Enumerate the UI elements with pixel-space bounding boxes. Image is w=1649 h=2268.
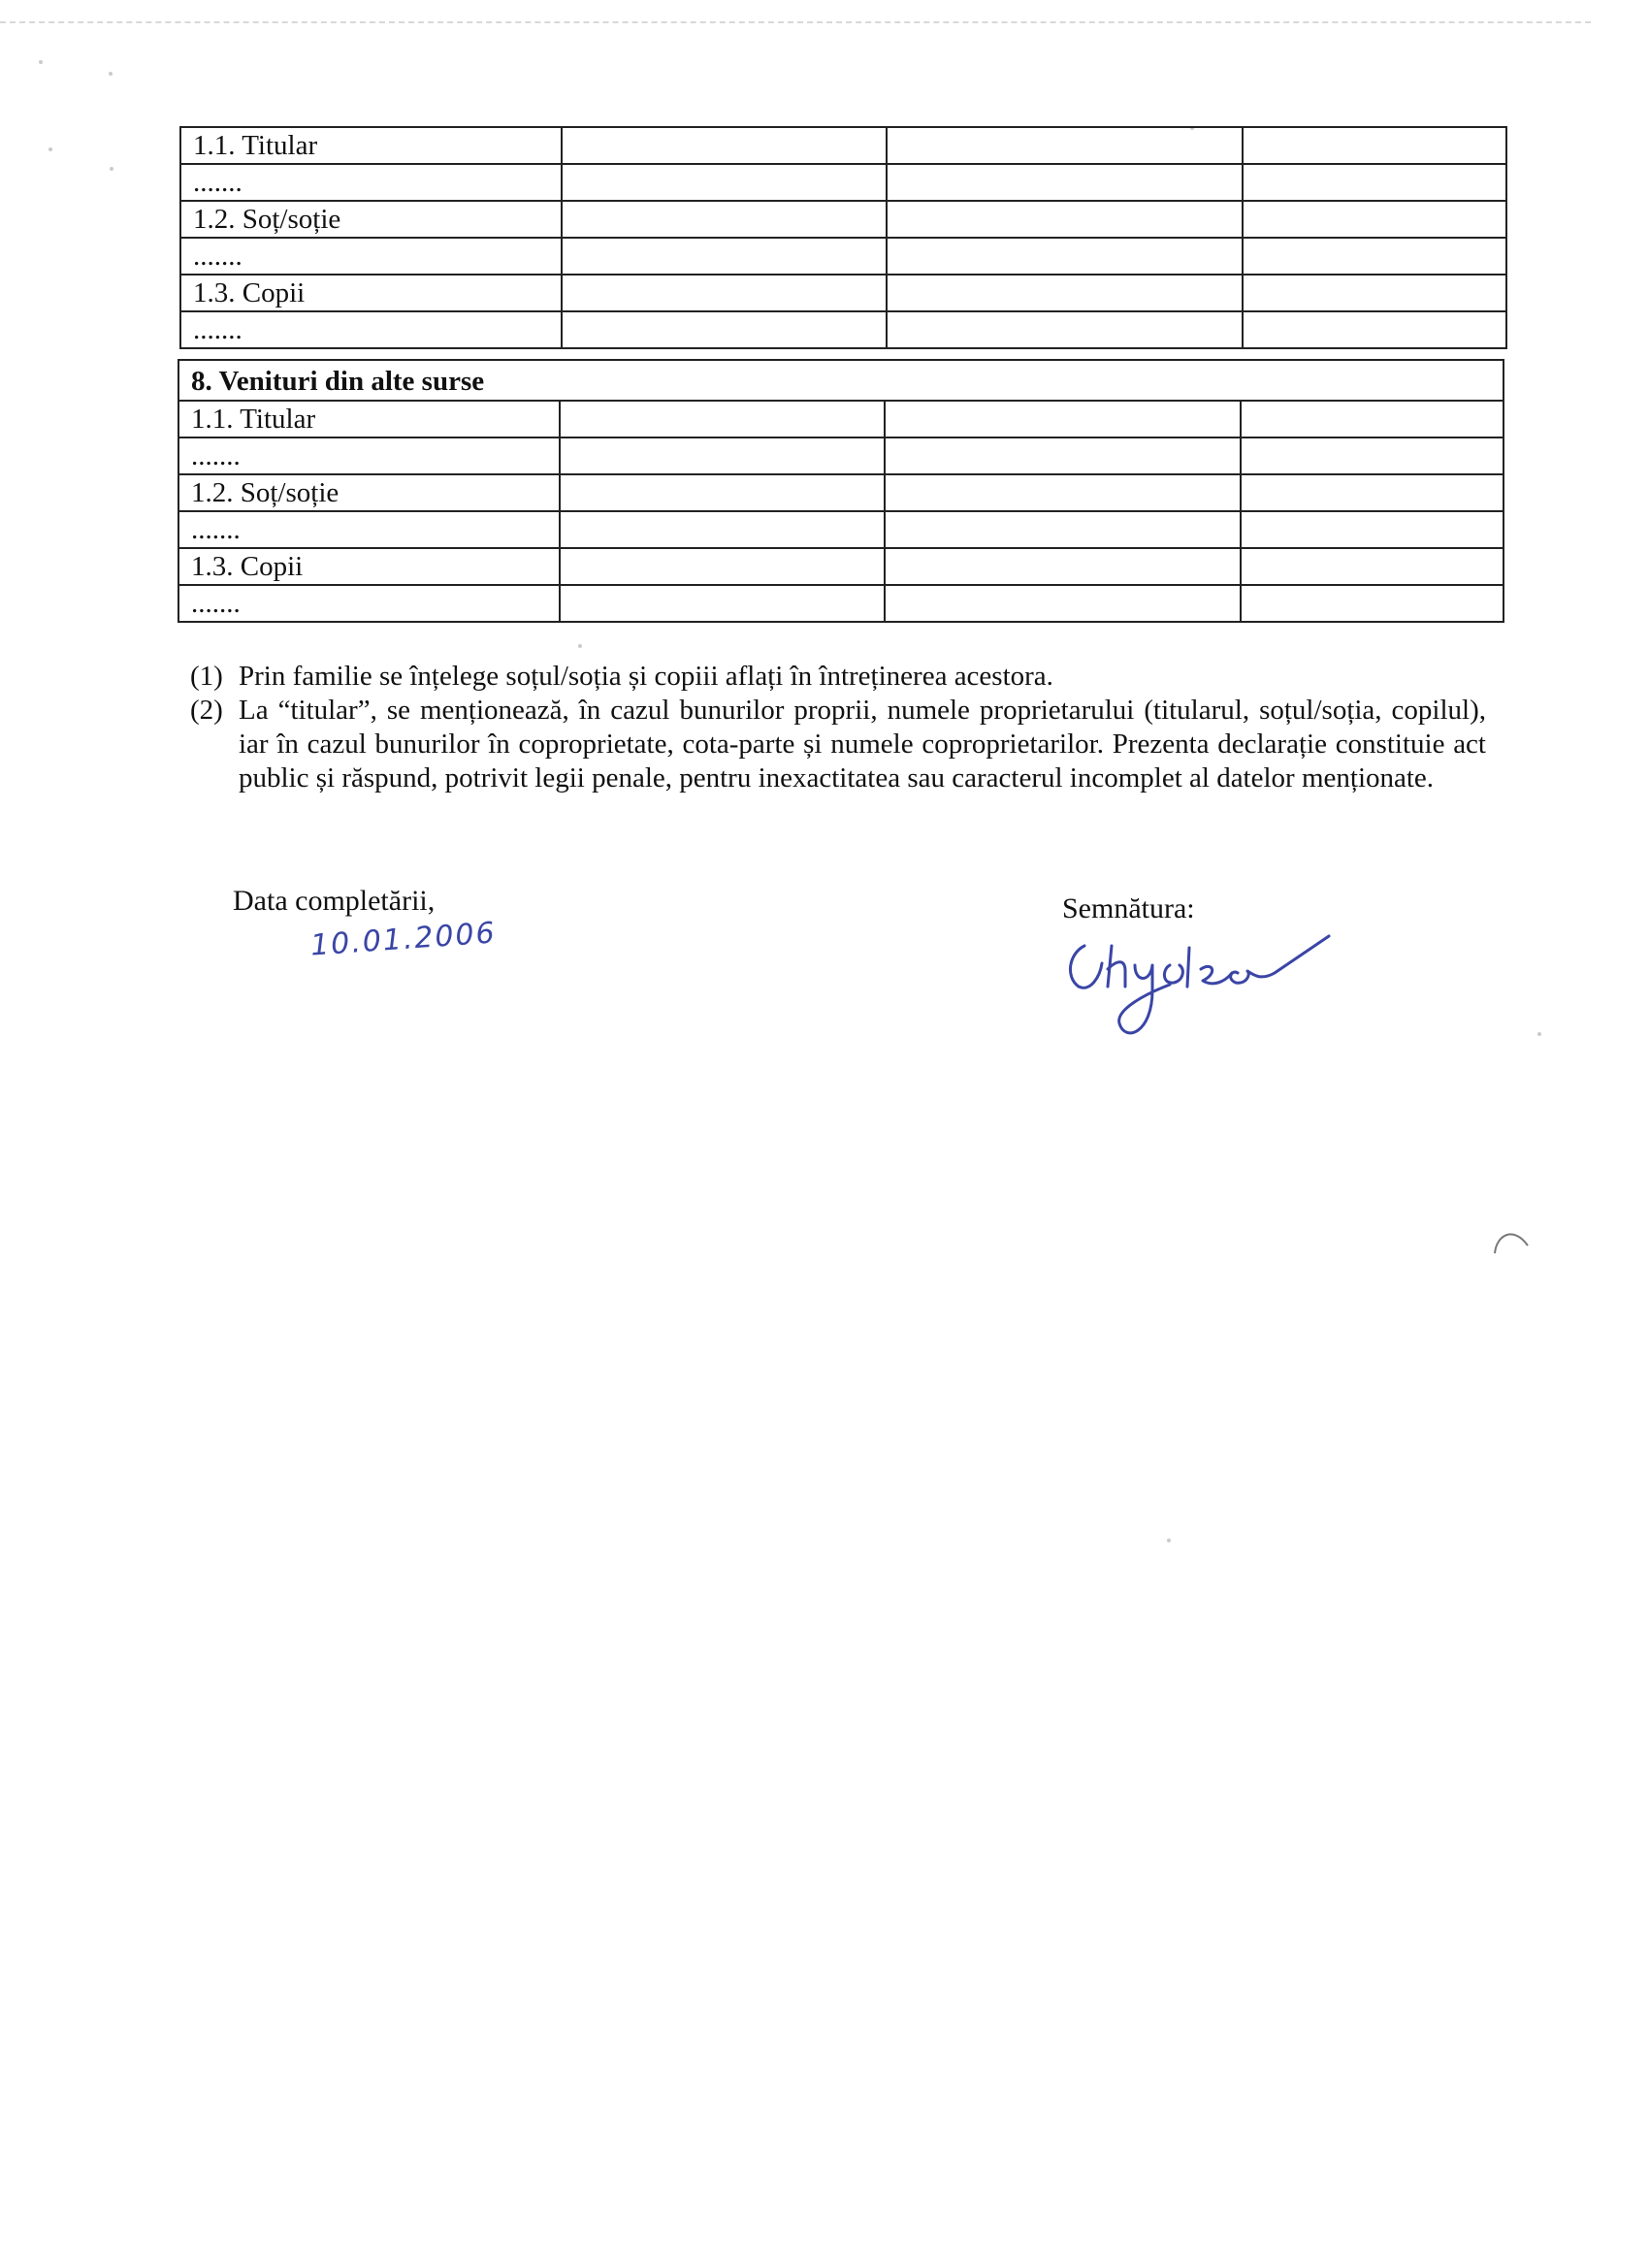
- income-table-other-sources: [178, 359, 1504, 623]
- table-row: [180, 311, 1506, 348]
- table-cell: [1241, 511, 1504, 548]
- table-cell: [560, 548, 885, 585]
- table-cell: [887, 311, 1243, 348]
- table-cell: [1243, 201, 1506, 238]
- footnote-number: (1): [190, 661, 223, 692]
- table-row: [180, 127, 1506, 164]
- scan-speck: [39, 60, 43, 64]
- section-title: 8. Venituri din alte surse: [178, 360, 1504, 401]
- table-cell: [562, 238, 887, 275]
- scan-speck: [1537, 1032, 1541, 1036]
- table-cell: [560, 437, 885, 474]
- table-cell: [562, 311, 887, 348]
- footnote: [190, 660, 1486, 694]
- table-row: [180, 238, 1506, 275]
- table-cell: [1241, 474, 1504, 511]
- table-cell: [1241, 401, 1504, 437]
- row-label: .......: [178, 437, 560, 474]
- table-row: [178, 511, 1504, 548]
- table-cell: [887, 238, 1243, 275]
- table-cell: [562, 164, 887, 201]
- table-row: [180, 201, 1506, 238]
- table-cell: [887, 275, 1243, 311]
- table-row: [178, 585, 1504, 622]
- row-label: 1.1. Titular: [180, 127, 562, 164]
- footnote-number: (2): [190, 695, 223, 726]
- completion-date-label: Data completării,: [233, 885, 436, 917]
- table-row: [178, 474, 1504, 511]
- row-label: .......: [180, 164, 562, 201]
- scan-speck: [578, 644, 582, 648]
- scan-speck: [110, 167, 113, 171]
- table-cell: [885, 474, 1241, 511]
- table-row: [178, 401, 1504, 437]
- table-cell: [885, 401, 1241, 437]
- row-label: 1.3. Copii: [180, 275, 562, 311]
- scan-speck: [48, 147, 52, 151]
- handwritten-signature: [1057, 926, 1348, 1057]
- table-cell: [1243, 164, 1506, 201]
- table-row: [180, 275, 1506, 311]
- table-cell: [560, 474, 885, 511]
- table-cell: [1241, 437, 1504, 474]
- scan-edge-artifact: [0, 21, 1591, 37]
- table-cell: [887, 164, 1243, 201]
- table-cell: [887, 201, 1243, 238]
- footnote: [190, 694, 1486, 795]
- row-label: .......: [180, 311, 562, 348]
- footnote-text: La “titular”, se menționează, în cazul bunurilor proprii, numele proprietarului (titularul, soțul/soția, copilul), iar în cazul bunurilor în coproprietate, cota-parte și numele coproprietarilor. Prezenta declarație constituie act public și răspund, potrivit legii penale, pentru inexactitatea sau caracterul incomplet al datelor menționate.: [239, 695, 1486, 794]
- table-cell: [1243, 311, 1506, 348]
- income-table-top: [179, 126, 1507, 349]
- table-cell: [885, 511, 1241, 548]
- table-cell: [562, 275, 887, 311]
- table-row: [178, 548, 1504, 585]
- row-label: 1.2. Soț/soție: [180, 201, 562, 238]
- completion-date-handwritten: 10.01.2006: [309, 916, 498, 963]
- table-cell: [1241, 548, 1504, 585]
- scan-mark: [1491, 1224, 1532, 1257]
- table-cell: [1243, 275, 1506, 311]
- table-cell: [887, 127, 1243, 164]
- row-label: 1.2. Soț/soție: [178, 474, 560, 511]
- row-label: .......: [180, 238, 562, 275]
- table-row: [180, 164, 1506, 201]
- table-cell: [1243, 238, 1506, 275]
- row-label: 1.3. Copii: [178, 548, 560, 585]
- row-label: .......: [178, 511, 560, 548]
- table-row: [178, 437, 1504, 474]
- row-label: .......: [178, 585, 560, 622]
- scan-speck: [1167, 1539, 1171, 1542]
- signature-label: Semnătura:: [1062, 892, 1195, 924]
- table-cell: [560, 401, 885, 437]
- table-cell: [562, 201, 887, 238]
- table-cell: [885, 437, 1241, 474]
- table-cell: [885, 585, 1241, 622]
- footnote-text: Prin familie se înțelege soțul/soția și copiii aflați în întreținerea acestora.: [239, 661, 1053, 692]
- table-cell: [562, 127, 887, 164]
- table-cell: [560, 511, 885, 548]
- table-section-row: [178, 360, 1504, 401]
- row-label: 1.1. Titular: [178, 401, 560, 437]
- table-cell: [1243, 127, 1506, 164]
- scan-speck: [109, 72, 113, 76]
- table-cell: [1241, 585, 1504, 622]
- table-cell: [885, 548, 1241, 585]
- table-cell: [560, 585, 885, 622]
- footnotes: [190, 660, 1486, 795]
